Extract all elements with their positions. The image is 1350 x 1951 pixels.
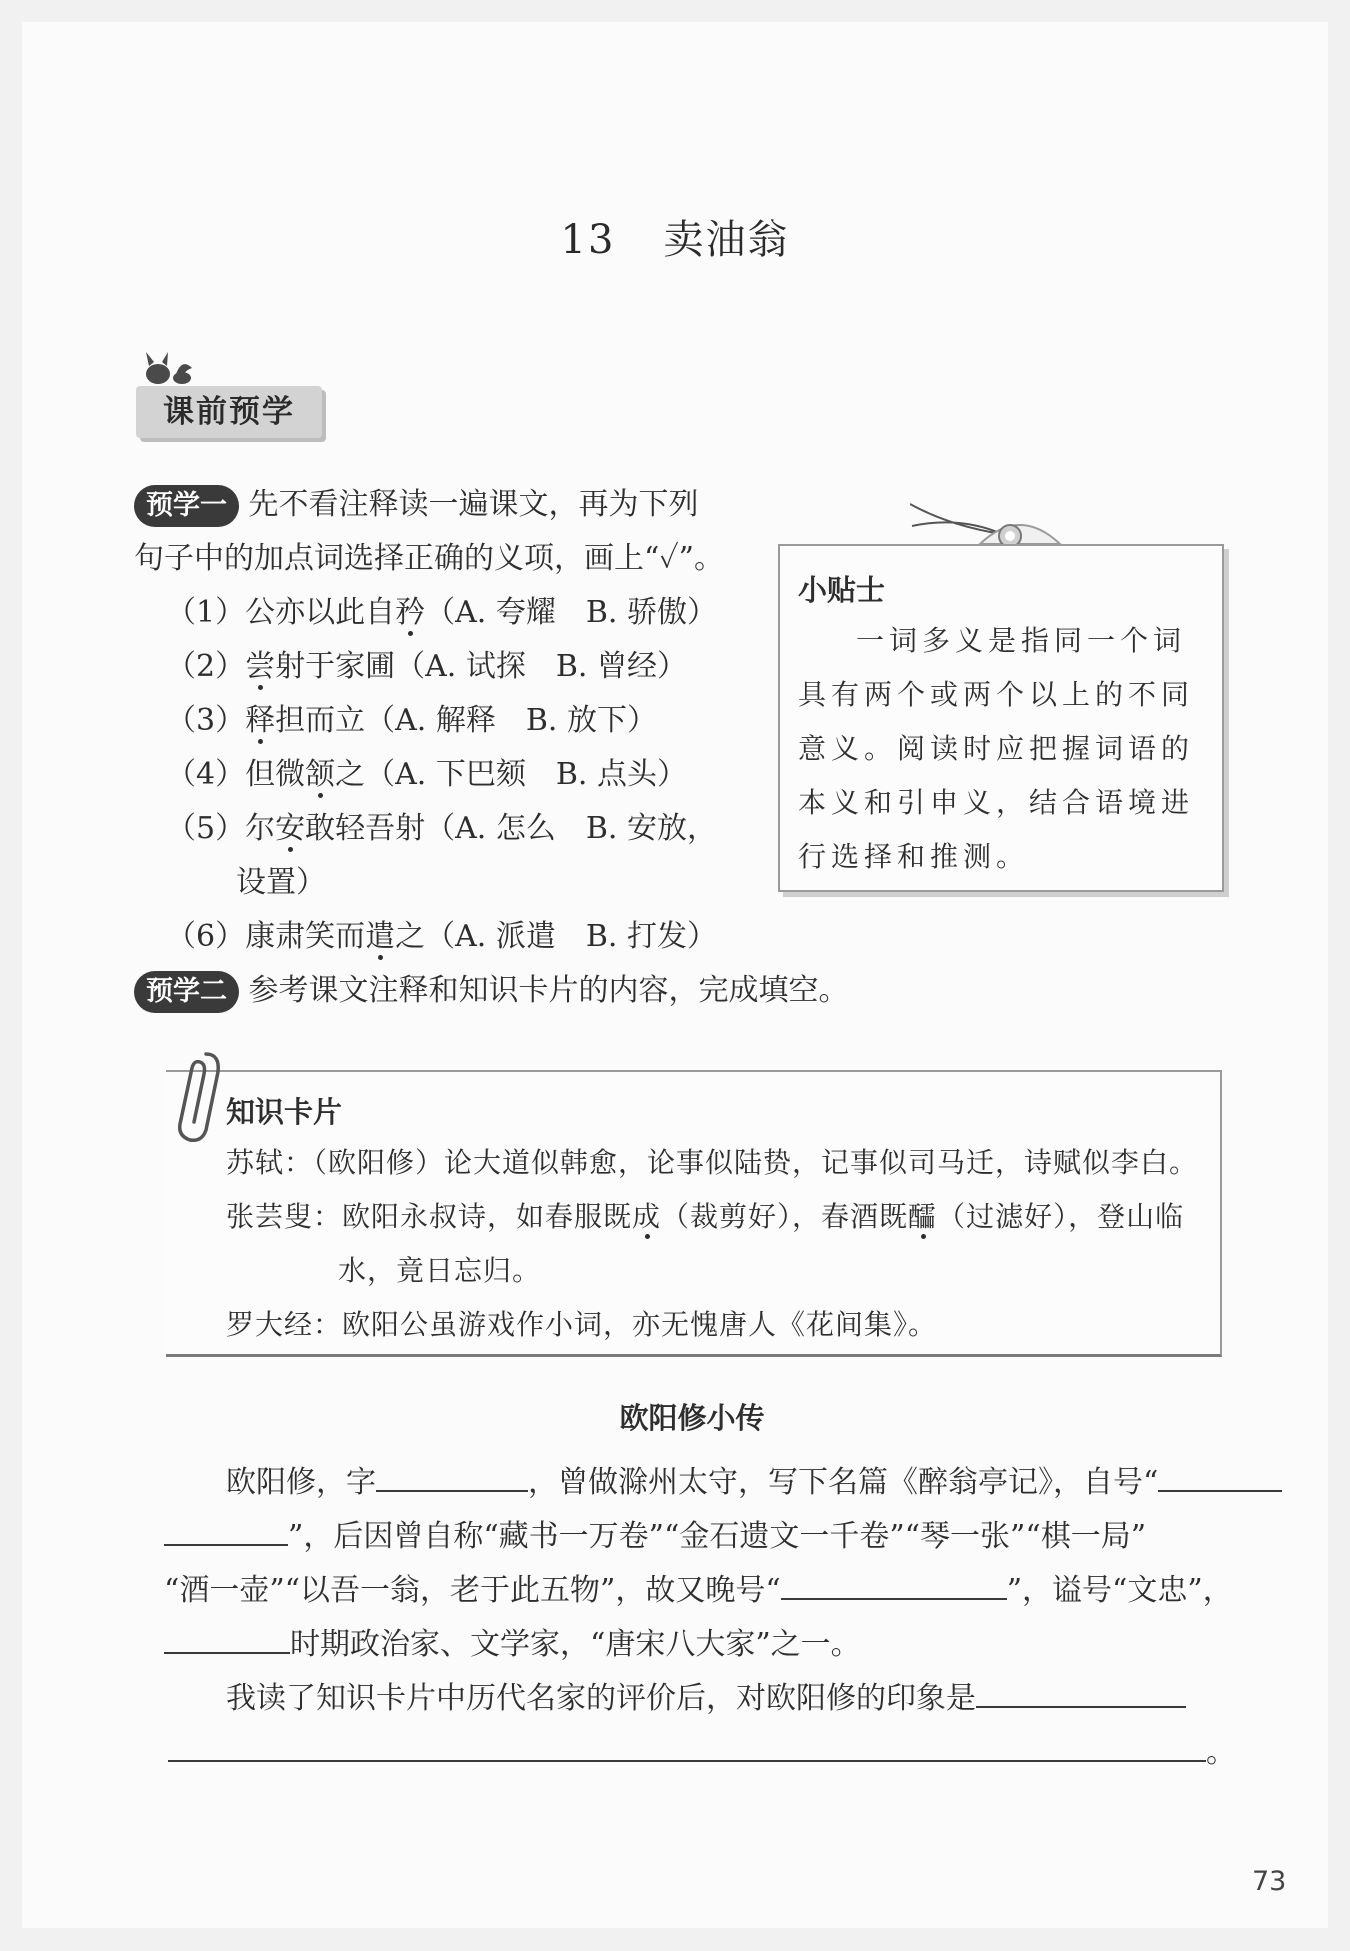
question-item: （3）释担而立（A. 解释 B. 放下）	[166, 703, 657, 738]
card-title: 知识卡片	[226, 1095, 343, 1129]
task1-instruction: 先不看注释读一遍课文，再为下列	[248, 487, 699, 522]
task1-line2: 句子中的加点词选择正确的义项，画上“✓”。	[134, 541, 725, 576]
question-item-continued: 设置）	[236, 865, 326, 900]
fill-blank[interactable]	[164, 1510, 288, 1546]
task2-badge: 预学二	[134, 971, 239, 1013]
question-item: （5）尔安敢轻吾射（A. 怎么 B. 安放，	[166, 811, 717, 846]
task1-badge: 预学一	[134, 485, 239, 527]
bio-line6: 。	[168, 1726, 1236, 1780]
bio-line2: ”，后因曾自称“藏书一万卷”“金石遗文一千卷”“琴一张”“棋一局”	[164, 1510, 1146, 1564]
tip-text: 一词多义是指同一个词具有两个或两个以上的不同意义。阅读时应把握词语的本义和引申义，结合语境进行选择和推测。	[798, 624, 1195, 873]
task2-line	[134, 964, 849, 1018]
tip-box	[778, 544, 1224, 892]
dotted-word: 释	[245, 703, 276, 738]
paperclip-icon	[166, 1044, 226, 1144]
dotted-word: 遣	[365, 919, 396, 954]
dotted-word: 颔	[305, 757, 336, 792]
bio-line4: 时期政治家、文学家，“唐宋八大家”之一。	[164, 1618, 861, 1672]
question-item: （4）但微颔之（A. 下巴颏 B. 点头）	[166, 757, 687, 792]
dotted-word: 尝	[245, 649, 276, 684]
lesson-name: 卖油翁	[663, 217, 790, 263]
dotted-word: 醽	[908, 1200, 938, 1233]
fill-blank[interactable]	[168, 1726, 1206, 1762]
mascot-icon	[140, 350, 196, 386]
question-item: （6）康肃笑而遣之（A. 派遣 B. 打发）	[166, 919, 717, 954]
bio-line3: “酒一壶”“以吾一翁，老于此五物”，故又晚号“ ”，谥号“文忠”，	[164, 1564, 1233, 1618]
dotted-word: 安	[275, 811, 306, 846]
fill-blank[interactable]	[976, 1672, 1186, 1708]
bio-line1: 欧阳修，字 ，曾做滁州太守，写下名篇《醉翁亭记》，自号“	[226, 1456, 1282, 1510]
fill-blank[interactable]	[1158, 1456, 1282, 1492]
card-quote-sushi: 苏轼：（欧阳修）论大道似韩愈，论事似陆贽，记事似司马迁，诗赋似李白。	[226, 1146, 1199, 1179]
task1-line1	[134, 478, 699, 532]
tip-title: 小贴士	[798, 573, 886, 607]
fill-blank[interactable]	[781, 1564, 1007, 1600]
card-quote-zhang: 张芸叟：欧阳永叔诗，如春服既成（裁剪好），春酒既醽（过滤好），登山临	[226, 1200, 1185, 1233]
lesson-title	[0, 208, 1350, 265]
bio-title: 欧阳修小传	[619, 1401, 765, 1435]
card-quote-zhang-cont: 水，竟日忘归。	[338, 1254, 542, 1287]
dotted-word: 矜	[395, 595, 426, 630]
dotted-word: 成	[632, 1200, 662, 1233]
lesson-number: 13	[560, 217, 616, 263]
bio-line5: 我读了知识卡片中历代名家的评价后，对欧阳修的印象是	[226, 1672, 1186, 1726]
card-quote-luo: 罗大经：欧阳公虽游戏作小词，亦无愧唐人《花间集》。	[226, 1308, 938, 1341]
page-number: 73	[1252, 1866, 1287, 1897]
section-header-badge: 课前预学	[136, 386, 322, 438]
fill-blank[interactable]	[376, 1456, 528, 1492]
task2-instruction: 参考课文注释和知识卡片的内容，完成填空。	[248, 973, 849, 1008]
fill-blank[interactable]	[164, 1618, 290, 1654]
question-item: （2）尝射于家圃（A. 试探 B. 曾经）	[166, 649, 687, 684]
question-item: （1）公亦以此自矜（A. 夸耀 B. 骄傲）	[166, 595, 717, 630]
